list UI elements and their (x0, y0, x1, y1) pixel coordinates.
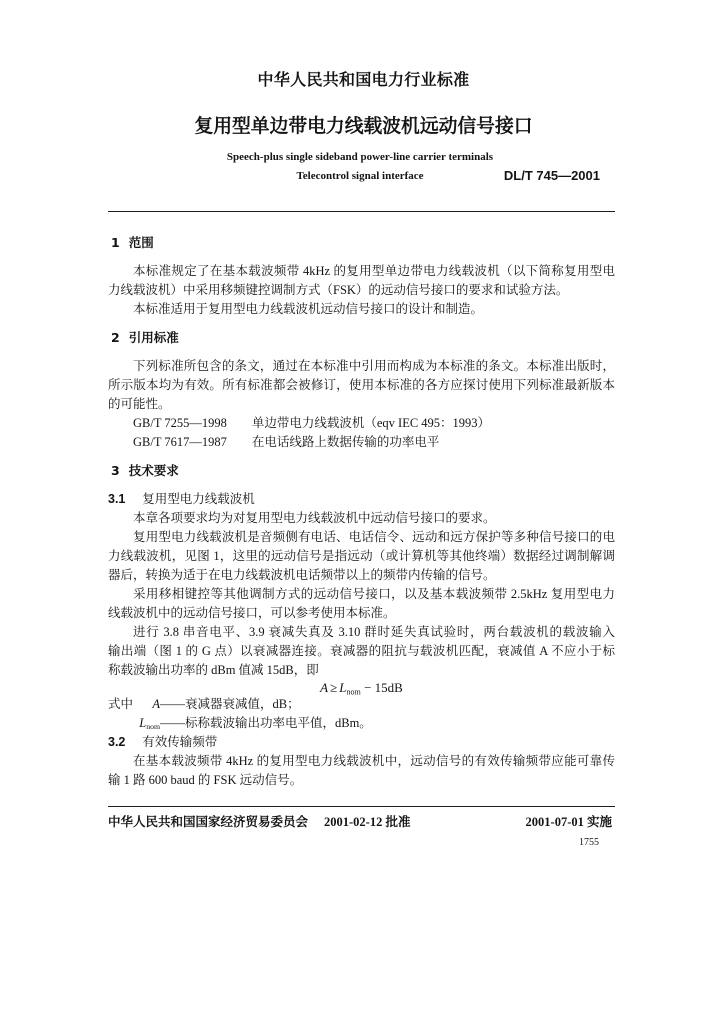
formula-rhs: − 15dB (364, 680, 403, 695)
paragraph-line: 下列标准所包含的条文，通过在本标准中引用而构成为本标准的条文。本标准出版时， (133, 359, 615, 373)
where-line (108, 695, 615, 714)
section-number: 3 (111, 463, 120, 478)
standard-code: DL/T 745—2001 (503, 168, 600, 183)
formula-variable: L (339, 680, 347, 695)
paragraph-line: 输 1 路 600 baud 的 FSK 远动信号。 (108, 773, 303, 787)
where-line (108, 714, 615, 733)
paragraph-line: 输出端（图 1 的 G 点）以衰减器连接。衰减器的阻抗与载波机匹配，衰减值 A 不应小于标 (108, 644, 615, 658)
paragraph-line: 力线载波机，见图 1，这里的远动信号是指远动（或计算机等其他终端）数据经过调制解调 (108, 549, 615, 563)
paragraph-line: 称载波输出功率的 dBm 值减 15dB，即 (108, 663, 319, 677)
where-description: ——衰减器衰减值，dB； (160, 697, 300, 711)
paragraph-line: 进行 3.8 串音电平、3.9 衰减失真及 3.10 群时延失真试验时，两台载波机的载波输入 (133, 625, 615, 639)
english-title-line1: Speech-plus single sideband power-line carrier terminals (226, 151, 494, 163)
reference-item (108, 414, 615, 433)
paragraph-line: 在基本载波频带 4kHz 的复用型电力线载波机中，远动信号的有效传输频带应能可靠传 (133, 754, 615, 768)
subsection-title: 复用型电力线载波机 (142, 492, 255, 506)
approving-agency: 中华人民共和国国家经济贸易委员会 (108, 815, 309, 829)
section-heading-scope (108, 233, 615, 252)
header-divider (108, 211, 615, 212)
reference-code: GB/T 7617—1987 (133, 435, 227, 449)
paragraph-line: 采用移相键控等其他调制方式的远动信号接口，以及基本载波频带 2.5kHz 复用型电力 (133, 587, 615, 601)
subsection-heading-passband (108, 733, 615, 752)
where-description: ——标称载波输出功率电平值，dBm。 (160, 716, 372, 730)
where-variable-subscript: nom (146, 722, 160, 732)
formula-subscript: nom (346, 687, 361, 697)
paragraph-line: 线载波机中的远动信号接口，可以参考使用本标准。 (108, 606, 396, 620)
where-variable (133, 714, 160, 733)
document-title: 复用型单边带电力线载波机远动信号接口 (194, 116, 533, 137)
section-title: 范围 (128, 235, 154, 250)
page-number: 1755 (579, 837, 599, 848)
paragraph-line: 力线载波机）中采用移频键控调制方式（FSK）的远动信号接口的要求和试验方法。 (108, 283, 569, 297)
english-title-line2: Telecontrol signal interface (296, 170, 424, 182)
effective-date: 2001-07-01 实施 (525, 815, 612, 829)
section-heading-references (108, 328, 615, 347)
where-variable-symbol: A (152, 697, 160, 711)
footer-divider (108, 806, 615, 807)
section-number: 2 (111, 330, 120, 345)
reference-title: 单边带电力线载波机（eqv IEC 495：1993） (251, 416, 491, 430)
section-number: 1 (111, 235, 120, 250)
subsection-number: 3.1 (108, 492, 126, 506)
section-heading-requirements (108, 461, 615, 480)
where-label: 式中 (108, 697, 134, 711)
section-title: 引用标准 (128, 330, 179, 345)
reference-title: 在电话线路上数据传输的功率电平 (251, 435, 440, 449)
paragraph-line: 复用型电力线载波机是音频侧有电话、电话信令、远动和远方保护等多种信号接口的电 (133, 530, 615, 544)
attenuation-formula (108, 680, 615, 695)
subsection-title: 有效传输频带 (142, 735, 218, 749)
where-variable (133, 695, 160, 714)
approval-date: 2001-02-12 批准 (324, 815, 411, 829)
paragraph-line: 本标准适用于复用型电力线载波机远动信号接口的设计和制造。 (133, 302, 484, 316)
paragraph-line: 的可能性。 (108, 397, 171, 411)
reference-code: GB/T 7255—1998 (133, 416, 227, 430)
subsection-heading-carrier-terminal (108, 490, 615, 509)
paragraph-line: 器后，转换为适于在电力线载波机电话频带以上的频带内传输的信号。 (108, 568, 496, 582)
section-title: 技术要求 (128, 463, 179, 478)
paragraph-line: 所示版本均为有效。所有标准都会被修订，使用本标准的各方应探讨使用下列标准最新版本 (108, 378, 615, 392)
issuer-title: 中华人民共和国电力行业标准 (257, 70, 470, 89)
where-variable-symbol: L (139, 716, 147, 730)
formula-relation: ≥ (330, 680, 338, 695)
approval-statement (108, 813, 410, 831)
formula-lhs: A (320, 680, 329, 695)
document-body (108, 233, 615, 790)
paragraph-line: 本标准规定了在基本载波频带 4kHz 的复用型单边带电力线载波机（以下简称复用型电 (133, 264, 615, 278)
reference-item (108, 433, 615, 452)
paragraph-line: 本章各项要求均为对复用型电力线载波机中远动信号接口的要求。 (133, 511, 496, 525)
subsection-number: 3.2 (108, 735, 126, 749)
